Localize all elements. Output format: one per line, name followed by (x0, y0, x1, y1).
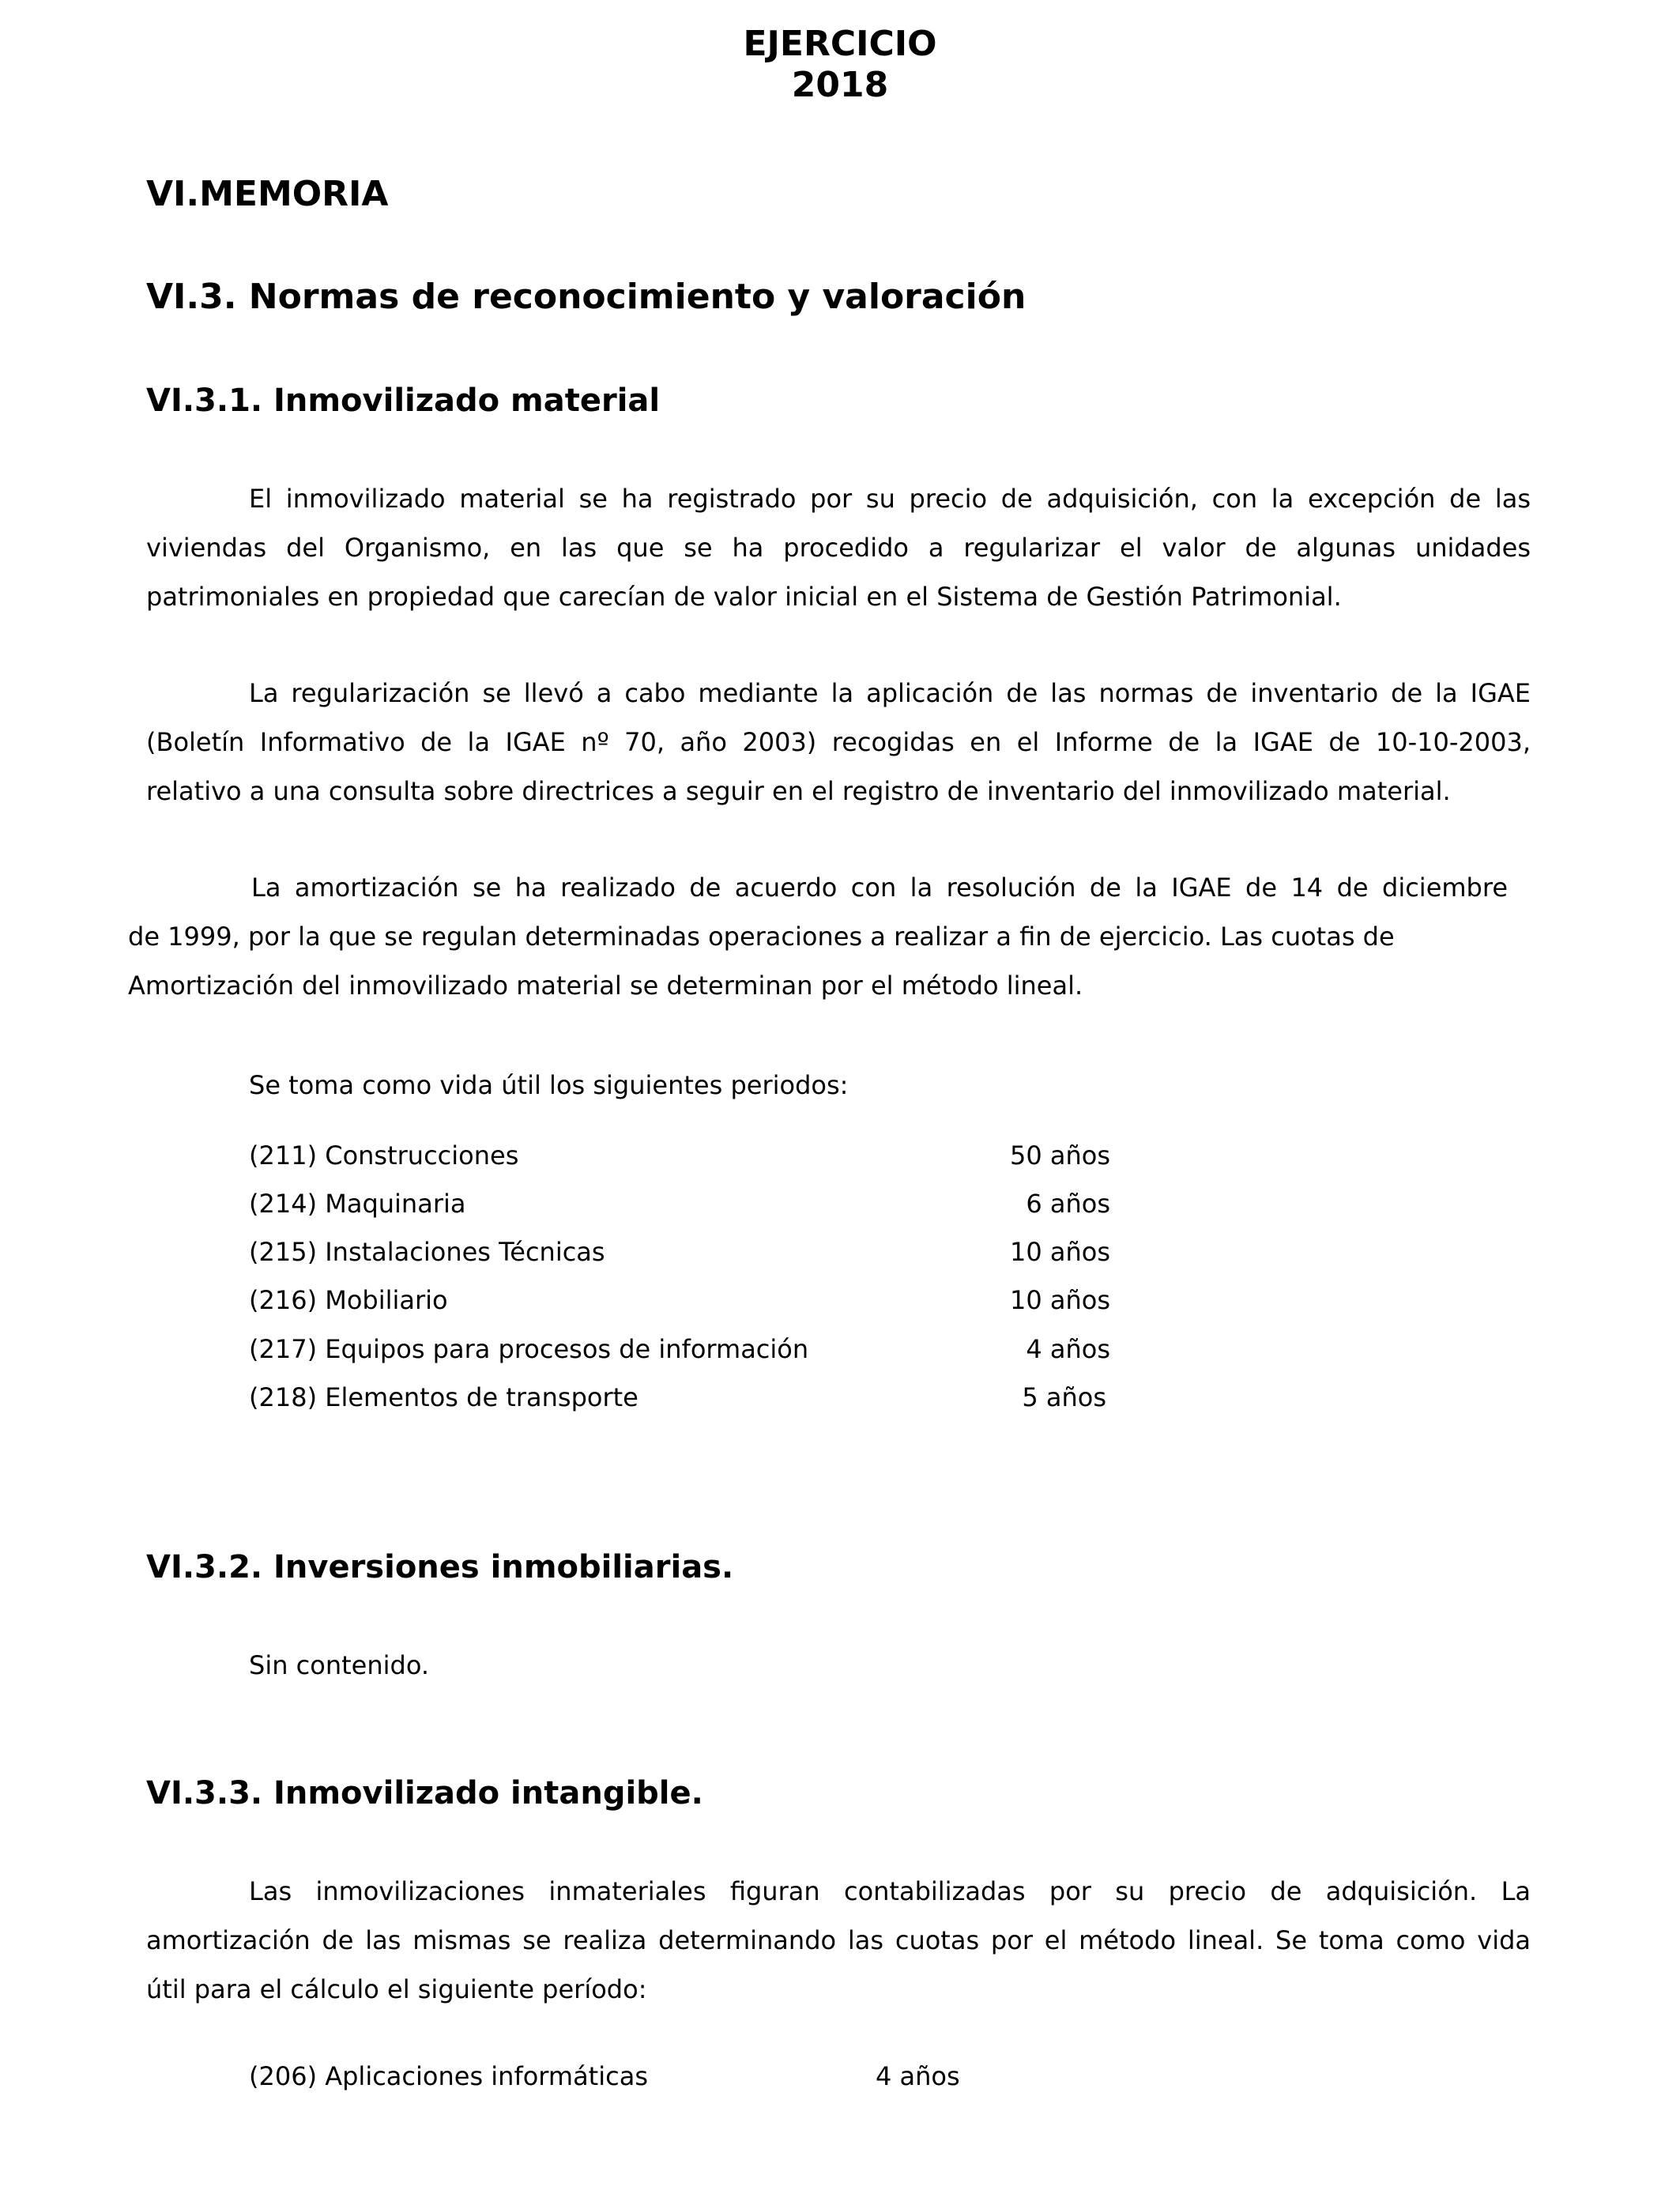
s1-p2-line2: (Boletín Informativo de la IGAE nº 70, año 2003) recogidas en el Informe de la IGAE de 10-10-2003, (146, 727, 1531, 757)
header-title: EJERCICIO (743, 24, 937, 64)
heading-memoria: VI.MEMORIA (146, 174, 389, 214)
list-item-label: (214) Maquinaria (249, 1189, 466, 1219)
s3-p1-line2: amortización de las mismas se realiza determinando las cuotas por el método lineal. Se toma como vida (146, 1925, 1531, 1955)
list-item-value: 4 años (1026, 1334, 1110, 1364)
list-item-label: (218) Elementos de transporte (249, 1382, 638, 1412)
heading-inversiones-inmobiliarias: VI.3.2. Inversiones inmobiliarias. (146, 1549, 734, 1585)
s1-intro: Se toma como vida útil los siguientes periodos: (249, 1070, 849, 1100)
list-item-label: (217) Equipos para procesos de información (249, 1334, 809, 1364)
list-item-value: 10 años (1009, 1237, 1110, 1267)
list-item-value: 6 años (1026, 1189, 1110, 1219)
list-item-value: 5 años (1022, 1382, 1106, 1412)
heading-normas: VI.3. Normas de reconocimiento y valoración (146, 277, 1026, 317)
heading-inmovilizado-intangible: VI.3.3. Inmovilizado intangible. (146, 1775, 703, 1811)
s1-p1-line1: El inmovilizado material se ha registrado por su precio de adquisición, con la excepción de las (249, 484, 1531, 514)
s1-p3-line3: Amortización del inmovilizado material se determinan por el método lineal. (128, 971, 1083, 1001)
s1-p1-line2: viviendas del Organismo, en las que se ha procedido a regularizar el valor de algunas unidades (146, 533, 1531, 563)
header-year: 2018 (791, 65, 889, 105)
list-item-label: (211) Construcciones (249, 1140, 519, 1171)
s1-p1-line3: patrimoniales en propiedad que carecían de valor inicial en el Sistema de Gestión Patrimonial. (146, 582, 1342, 612)
s1-p3-line2: de 1999, por la que se regulan determinadas operaciones a realizar a fin de ejercicio. Las cuotas de (128, 922, 1395, 952)
list-item-value: 4 años (876, 2061, 960, 2091)
s1-p3-line1: La amortización se ha realizado de acuerdo con la resolución de la IGAE de 14 de diciembre (251, 873, 1508, 903)
list-item-label: (206) Aplicaciones informáticas (249, 2061, 648, 2091)
s3-p1-line3: útil para el cálculo el siguiente período: (146, 1974, 647, 2004)
s1-p2-line1: La regularización se llevó a cabo mediante la aplicación de las normas de inventario de la IGAE (249, 678, 1531, 708)
list-item-label: (215) Instalaciones Técnicas (249, 1237, 605, 1267)
heading-inmovilizado-material: VI.3.1. Inmovilizado material (146, 383, 661, 419)
list-item-value: 10 años (1009, 1285, 1110, 1315)
s2-text: Sin contenido. (249, 1650, 430, 1680)
list-item-value: 50 años (1009, 1140, 1110, 1171)
list-item-label: (216) Mobiliario (249, 1285, 448, 1315)
s3-p1-line1: Las inmovilizaciones inmateriales figuran contabilizadas por su precio de adquisición. La (249, 1876, 1531, 1906)
s1-p2-line3: relativo a una consulta sobre directrices a seguir en el registro de inventario del inmovilizado material. (146, 776, 1451, 806)
